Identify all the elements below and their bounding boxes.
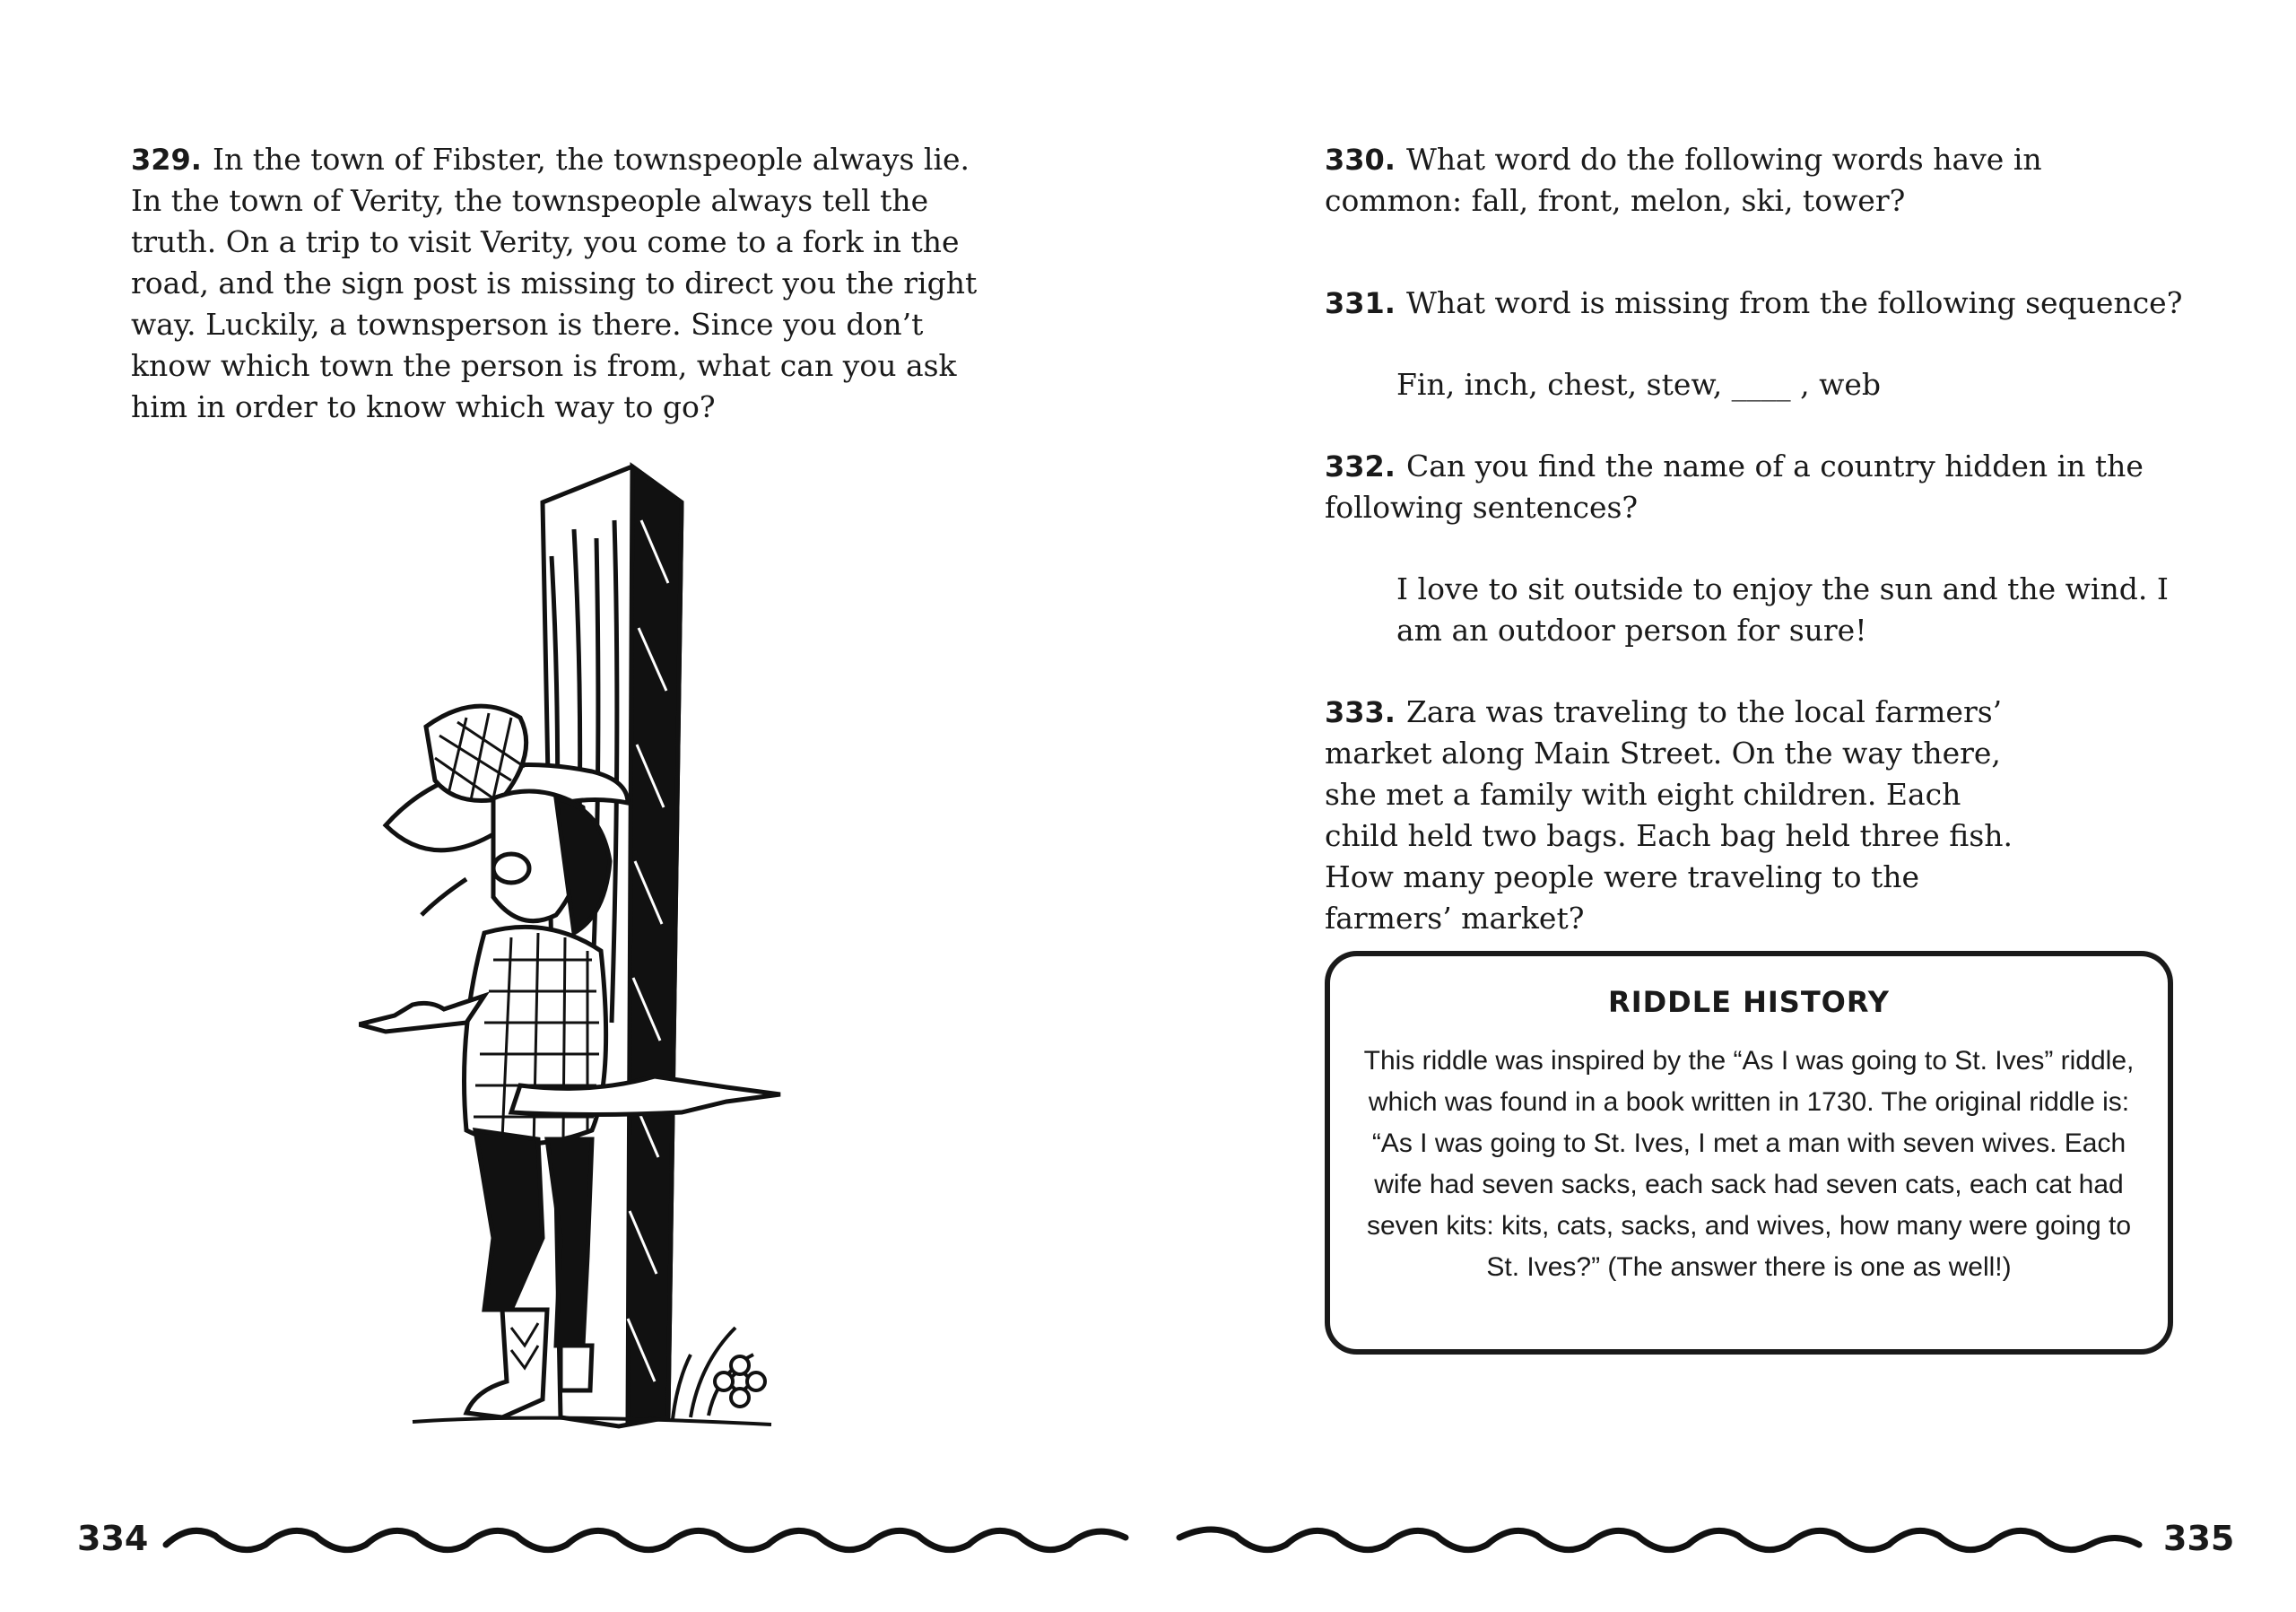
riddle-text: Can you find the name of a country hidden in the following sentences? xyxy=(1325,449,2144,525)
riddle-number: 332. xyxy=(1325,449,1396,484)
riddle-331 xyxy=(1325,283,2186,324)
riddle-history-box xyxy=(1325,951,2173,1355)
riddle-text: What word do the following words have in common: fall, front, melon, ski, tower? xyxy=(1325,142,2042,218)
riddle-number: 333. xyxy=(1325,695,1396,729)
riddle-333 xyxy=(1325,692,2042,939)
riddle-text: What word is missing from the following sequence? xyxy=(1405,285,2183,320)
riddle-history-title: RIDDLE HISTORY xyxy=(1608,985,1890,1019)
page-number-left: 334 xyxy=(77,1519,149,1558)
riddle-332 xyxy=(1325,446,2186,528)
riddle-331-sequence: Fin, inch, chest, stew, ____ , web xyxy=(1396,367,1882,402)
page-number-right: 335 xyxy=(2163,1519,2235,1558)
wavy-divider-right xyxy=(1175,1518,2144,1572)
cowboy-leaning-on-post-illustration xyxy=(359,449,825,1453)
riddle-number: 329. xyxy=(131,143,202,177)
riddle-text: In the town of Fibster, the townspeople always lie. In the town of Verity, the townspeople always tell the truth. On a trip to visit Verity, you come to a fork in the road, and the sign post is missing to direct you the right way. Luckily, a townsperson is there. Since you don’t know which town the person is from, what can you ask him in order to know which way to go? xyxy=(131,142,978,424)
riddle-329 xyxy=(131,139,992,428)
riddle-number: 330. xyxy=(1325,143,1396,177)
riddle-text: Zara was traveling to the local farmers’ market along Main Street. On the way there, she met a family with eight children. Each child held two bags. Each bag held three fish. How many people were traveling to the farmers’ market? xyxy=(1325,694,2013,936)
riddle-history-body: This riddle was inspired by the “As I was going to St. Ives” riddle, which was found in a book written in 1730. The original riddle is: “As I was going to St. Ives, I met a man with seven wives. Each wife had seven sacks, each sack had seven cats, each cat had seven kits: kits, cats, sacks, and wives, how many were going to St. Ives?” (The answer there is one as well!) xyxy=(1363,1046,2135,1282)
riddle-332-quote: I love to sit outside to enjoy the sun and the wind. I am an outdoor person for sure! xyxy=(1396,571,2169,648)
riddle-330 xyxy=(1325,139,2186,222)
riddle-number: 331. xyxy=(1325,286,1396,320)
wavy-divider-left xyxy=(161,1518,1130,1572)
